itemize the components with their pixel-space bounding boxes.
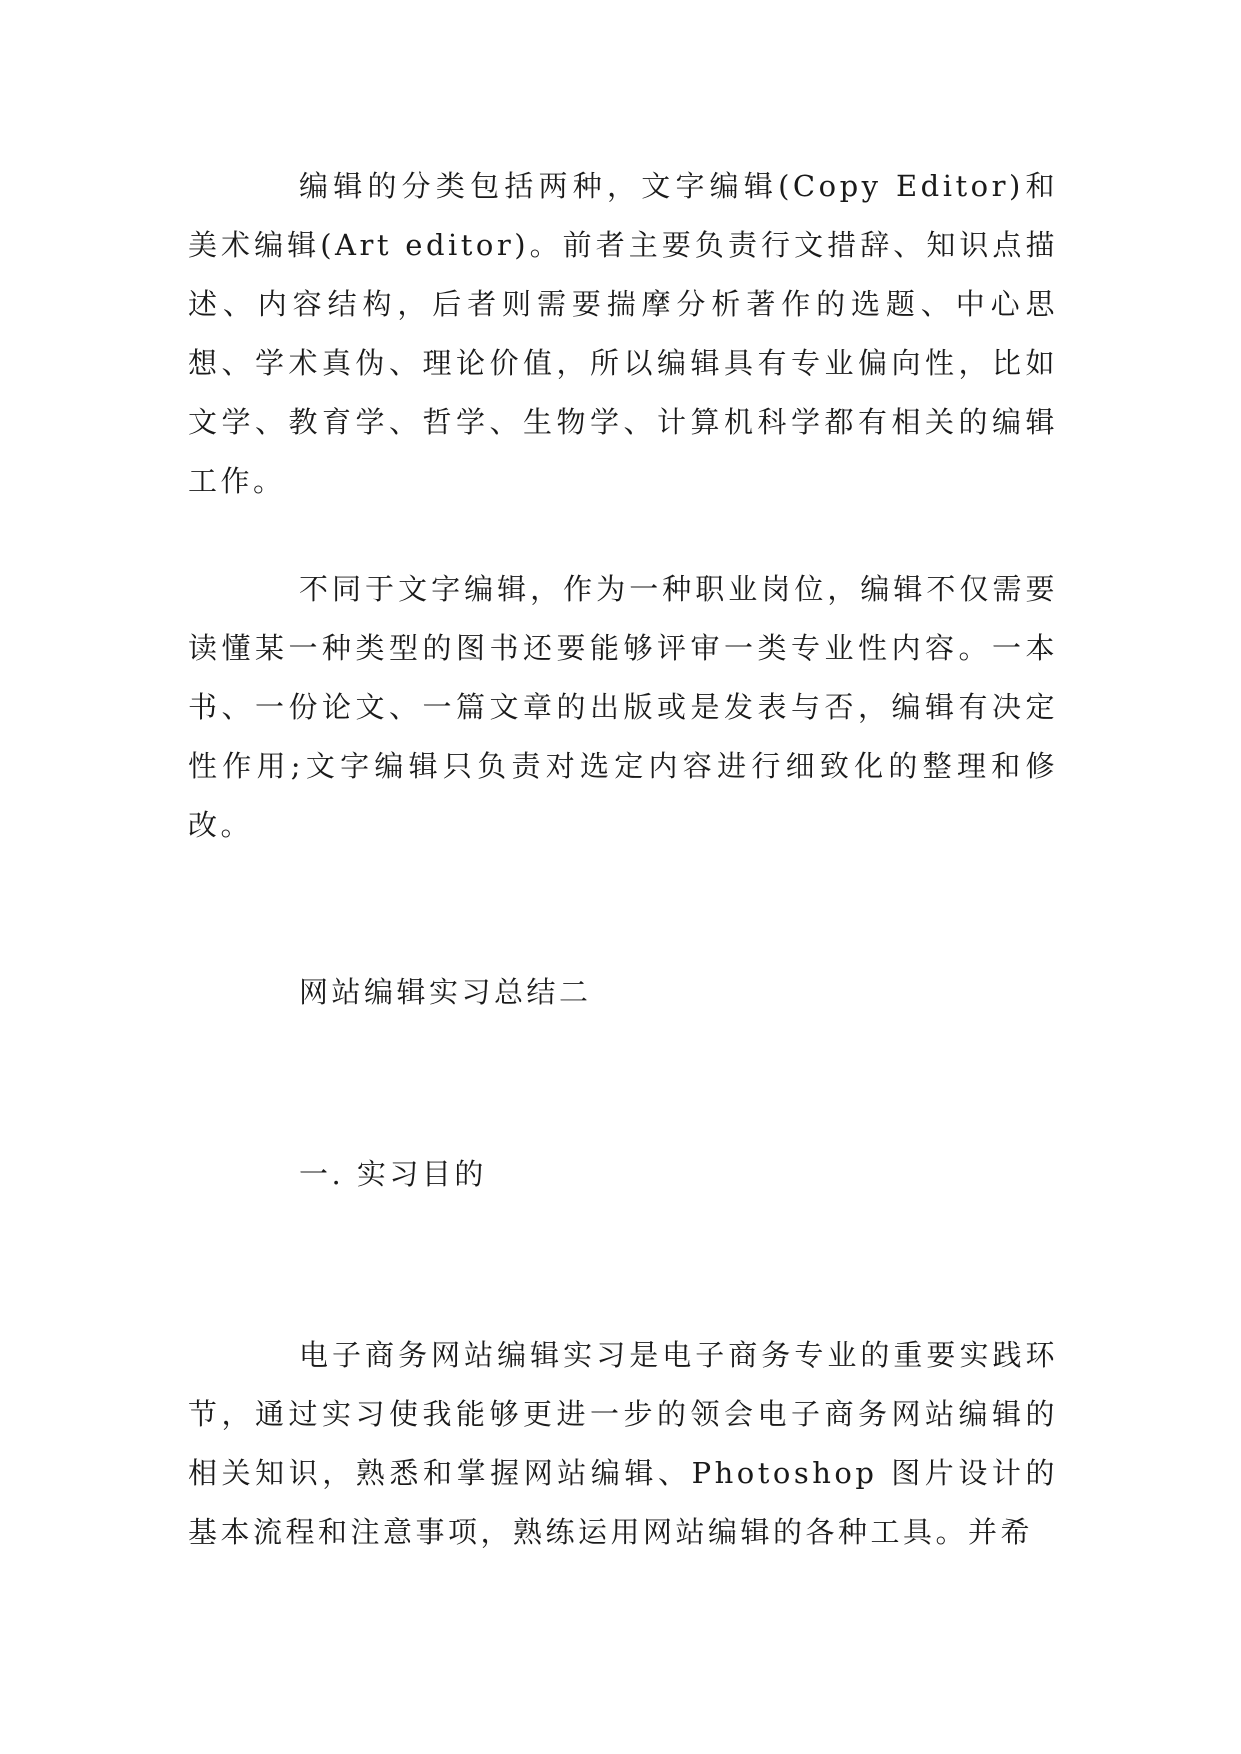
section-title: 网站编辑实习总结二 [299, 975, 592, 1009]
body-paragraph: 不同于文字编辑，作为一种职业岗位，编辑不仅需要读懂某一种类型的图书还要能够评审一类专业性内容。一本书、一份论文、一篇文章的出版或是发表与否，编辑有决定性作用;文字编辑只负责对选定内容进行细致化的整理和修改。 [188, 572, 1058, 842]
subsection-title: 一. 实习目的 [299, 1157, 487, 1191]
body-paragraph: 编辑的分类包括两种，文字编辑(Copy Editor)和美术编辑(Art editor)。前者主要负责行文措辞、知识点描述、内容结构，后者则需要揣摩分析著作的选题、中心思想、学术真伪、理论价值，所以编辑具有专业偏向性，比如文学、教育学、哲学、生物学、计算机科学都有相关的编辑工作。 [188, 169, 1058, 498]
body-paragraph: 电子商务网站编辑实习是电子商务专业的重要实践环节，通过实习使我能够更进一步的领会电子商务网站编辑的相关知识，熟悉和掌握网站编辑、Photoshop 图片设计的基本流程和注意事项，熟练运用网站编辑的各种工具。并希 [188, 1338, 1058, 1549]
